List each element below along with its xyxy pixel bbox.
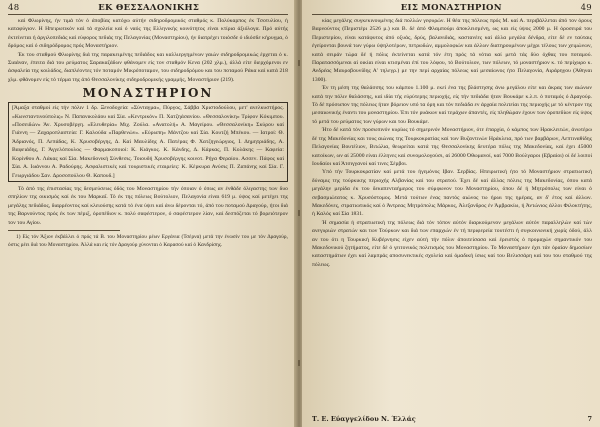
- right-page-number: 49: [580, 3, 592, 13]
- section-title: ΜΟΝΑΣΤΗΡΙΟΝ: [82, 86, 214, 101]
- signature-number: 7: [587, 415, 592, 423]
- left-paragraph: Έκ του σταθμού Φλωρίνης διά της παρακειμένης πεδιάδος και καλλιεργημένων γαιών σιδηροδρομικώς έρχεται ό κ. Σιαάναν, έπειτα διά του ρεύματος Σαρακαζάδων φθάνομεν είς τον σταθμόν Κενα (202 χλμ.), άλλά είτε διερχόμενοι εν άσφαλεία της κοιλάδος, διαπλέοντες τόν ποταμόν Μικρόποταμον, του σιδηροδρόμου και του ποταμού Ράκα καί κατά 218 χλμ. φθάνομεν είς τό τέρμα της άπό Θεσσαλονίκης σιδηροδρομικής γραμμής, Μοναστήριον (219).: [8, 51, 288, 83]
- left-page-number: 48: [8, 3, 20, 13]
- left-page: [0, 0, 296, 427]
- right-paragraph: κίας μεγάλης συγκεκινουμένης διά πολλών γεφυρών. Η θέα της πόλεως πρός Μ. καί Α. περιβάλλεται άπό τον όρους Βαρνούντος (Περιστέρι 2526 μ.) και Β. δέ άπό Φλαμπούρι άποκλεισμένη, ως και είς ύψος 2000 μ. Η όροσειρά του Περιστερίου, είναι κατάφυτος άπό οξυάς, δρύς, βαλανιδιάς, καστανέες καί άλλα μεγάλα δένδρα, είτε δέ εν ταύταις έγείρονται βουνά των γύρω ύψηλοτέρων, πετρωδών, αμμολοφιών και άλλων διατηρουμένων μέχρι τέλους των χειμώνων, κατά σειράν τώρα δέ ή πόλις έκτείνεται κατά τόν έτη πρός τά νότια καί μετά τάς δύο όχθας του ποταμού. Παρατασσόμεναι αί οικίαι είναι κτισμέναι έπί του λόφου, τό Βούτολιον, των πόλεων, τό μοναστήριον κ. τό περίχωρο κ. Ανδρέας Μαυροβουνίδης Α' τηλεγρ.) με την περί αρχαίας πόλεως καί μεσαίωνος ήτο Πελαγονία, Αιράρηγου (Άθηναι 1300).: [312, 18, 592, 83]
- footnote-rule: [8, 230, 120, 231]
- right-page-footer: [312, 415, 592, 423]
- info-box-text: [Άμαξα σταθμοί είς τήν πόλιν 1 δρ. Ξενοδοχεία: «Σύνταγμα», Πύργος, Σάββα Χριστοδούλου, μετ' ανελκυστήρος. «Κωνσταντινούπολις» Ν. Παπανικολάου καί Σία. «Κεντρικόν» Π. Χατζηάσανίου. «Θεσσαλονίκη» Τρίφον Κόκιμπου. «Ποσειδών» Άν. Χρυσοβέργη. «Ελευθερία» Μιχ. Ζούλα. «Ανατολή» Α. Μαγείρου. «Θεσσαλονίκη» Σκύρου καί Γιάννη — Ζαχαροπλαστεία: Γ. Καλούδα «Παρθενών». «Εύρωπη» Μάντζου καί Σία. Κουτζή Μπέκου. — Ιατροί: Θ. Άδριανός, Π. Λεπάδας, Κ. Χρυσοβέργης, Δ. Καί Μαυλίδης Α. Πατέρας Φ. Χατζηγεώργιος, Ι. Δημητριάδης, Α. Βαφειάδης, Γ. Άγγελόπουλος — Φαρμακοποιοί: Κ. Κιάγκος. Κ. Κάνδης, Δ. Κάρκας, Π. Κολάκης — Καφεία: Κορίνθου Α. Λάκας καί Σία. Μακεδονική Σύνθεσις. Τοιουδή Χρυσοβέργης κοινοτ. Ρήγα Φεραίου. Ασσεν. Πάφος καί Σία. Α. Ιωάννου Α. Ραδούρης. Ασφαλιστικές καί τουριστικές εταιρείες: Κ. Κέρκυρα Ανύσις Π. Ζαπάνης καί Σία. Γ. Γεωργιάδου Σαν. Δροσοπούλου Θ. Καπουδ.]: [12, 105, 284, 179]
- left-running-head: ΕΚ ΘΕΣΣΑΛΟΝΙΚΗΣ: [98, 3, 200, 13]
- binding-stitch: [298, 60, 300, 66]
- info-box: [8, 102, 288, 182]
- right-paragraph: Ή σημασία ή στρατιωτική της πόλεως διά τόν τόπον αύτόν διαρκούμενον μεγάλων αύτόν παραλληλών καί τών ανεγυριών στρατών και των Τούρκων και διά των επαρχιών έν τή περιφερεία τουτέστι ή συγκοινωνική χωρίς όδού, άλλ αν του ότι η Τουρκική Κυβέρνησις είχεν αύτή τήν πόλιν άποιτείσασα καί έρειστός ό προμαχών σημαντικόν του Μακεδονικού ζητήματος, είτε δέ ό γειτονικός πολιτισμός του Μοναστηρίου. Το Μοναστήριον έχει τάν όραίαν δημοσίων καταστημάτων έχει καί λαμπράς αποσυνεκτικές σχολεία καί όμαδική ίσως καί του Βελισσάρη καί του του σταθμού της πόλεως.: [312, 219, 592, 268]
- left-page-header: [8, 3, 288, 15]
- footnote: 1) Είς τόν Άξιον έκβάλλει ό πρός τά Β. του Μοναστηρίου ρέων Εργάνια (Τσέρνα) μετά την ένωσίν του με τόν Δραγούρ, όστις ρέει διά του Μοναστηρίου. Άλλά και είς τόν Δραγούρ χύνονται ό Καρασού καί ό Κανδρίσης.: [8, 233, 288, 248]
- binding-stitch: [298, 210, 300, 216]
- binding-stitch: [298, 360, 300, 366]
- left-paragraph: καί Φλωρίνης, ήν τιμά τόν ό άποβίας κατόχω αύτήν σιδηροδρομικός σταθμός κ. Πολύκαρπος έκ Τσοτυλίου, ή καταφύγιον. Η Ηπειρωτικόν καί τά σχολεία καί ό ναός της Ελληνικής κοινότητος είναι κτίρια άξιόλογα. Πρό αύτής έκτείνεται ή άργιλοπεδιάς καί εύφορος πεδιάς της Πελαγονίας (Μοναστηρίου), ήν διατρέχει τοιόσδε ό ιδιόσδε κήρυγμα, ό δρόμος καί ό σιδηρόδρομος πρός Μοναστήριον.: [8, 18, 288, 50]
- right-paragraph: Υπό τήν Τουρκοκρατίαν καί μετά του ήγεμόνος Ιβαν. Σερβίας. Ηπειρωτική ήτο τό Μοναστήριον στρατιωτική δύναμις της τούρκικης περιοχής Αλβανίας καί του στρατού. Έχει δέ καί άλλας πόλεις της Μακεδονίας, όπου κατά μεγάλην μερίδα έκ του δεκαπενταήμερος του σύμφωνον του Μοναστηρίου, όπου δέ ή Μητρόπολις των είναι ό σεβασμιώτατος κ. Χρυσόστομος. Μετά τούτων ένας παντός αιώνος τω ήρωι της ημέρας, αν δ' έτος καί άλλων. Μακεδόνες, στρατιωτικός καί ό Άντρεας Μητρόπολις Μάρκος, Άλεξανδρος έν Άμβρακίω, ή Άντώνιος άλλοι Φιλοκτήτης, ή Καλός καί Σία 1831.: [312, 169, 592, 218]
- right-paragraph: Έν τη μέση της θαλάσσης του κάμπου 1.100 μ. εκεί ένα της βλάστησης άνω μεγάλου είτε και άκρας των αιώνων κατά την πόλιν θαλάσσης, καί ιδία τής εύρύτερης περιοχής, είς τήν πεδιάδα ήταν Βουκάρε κ.λ.π. ό ποταμός ό Δραγούρ. Τό δέ πρόσωπον της πόλεως ήταν βόρειον υπό τα όρη και τόν πεδιάδα εν άρχαία πολιτείαι της περιοχής με τό κέντρον της μεσαιωνικής έναντι του μοναστηρίου. Έπι τόν ρυάκων καί τεμάχων άπαντές, είς πληθώραν έχουν των όροπεδίων είς ύψος τό μετά του ρεύματος των γύρων και του Βουκάρε.: [312, 85, 592, 125]
- printer-signature: Τ. Ε. Εύαγγελίδου Ν. Έλλάς: [312, 415, 416, 423]
- right-paragraph: Ήτο δέ κατά τόν προσωπινόν κυρίως τό σημερινόν Μοναστήριον, ότε έπαρχία, ό κάμπος των Ηρακλειτών, άνωτέρω δέ της Μακεδονίας και τους αιώνας της Τουρκοκρατίας καί των Βυζαντινών Ηράκλεια, πρό των βαρβάρων, Λεπτιναθίδης Πελαγονίας Βουτέλιον, Βιτώλια, θεωρείται κατά της Θεσσαλονίκης δευτέρα πόλις της Μακεδονίας, καί έχει 45000 κατοίκων, ων αί 25000 είναι έλληνες καί συνομολογούσι, αί 26000 Όθωμανοί, καί 7000 Βούλγαροι (Εβραίοι) οί δέ λοιποί Ιουδαίοι καί Άτσιγγανοί καί τινες Σέρβοι.: [312, 127, 592, 167]
- right-running-head: ΕΙΣ ΜΟΝΑΣΤΗΡΙΟΝ: [400, 3, 502, 13]
- left-paragraph: Τό άπό της έπιστασίας της δεσμεύσεως όδός του Μοναστηρίου τήν όποιαν ό όπως αν ένθάδε όλιγαστης των δυο σπηλίων της οικισμός καί έκ του Μαρκαΐ. Τό έκ της πόλεως Βούτολιον, Πελαγονία είναι 619 μ. ύψος καί μετέχει της μεγάλης πεδιάδος, διαρρέοντος καί κλειούσης κατά τό ένα ύψει καί άνω δέρονται τό, άπό του ποταμού Δραγούρ, ήτοι διά της Βαρνούντος πρός έκ των πέριξ, όροπέδιον κ. πολύ σαφέστερον, ό σαφέστερον λίαν, καί δεσπόζεται τό βορειότερον τον του Αγίου.: [8, 185, 288, 226]
- right-page-header: [312, 3, 592, 15]
- right-page: [302, 0, 600, 427]
